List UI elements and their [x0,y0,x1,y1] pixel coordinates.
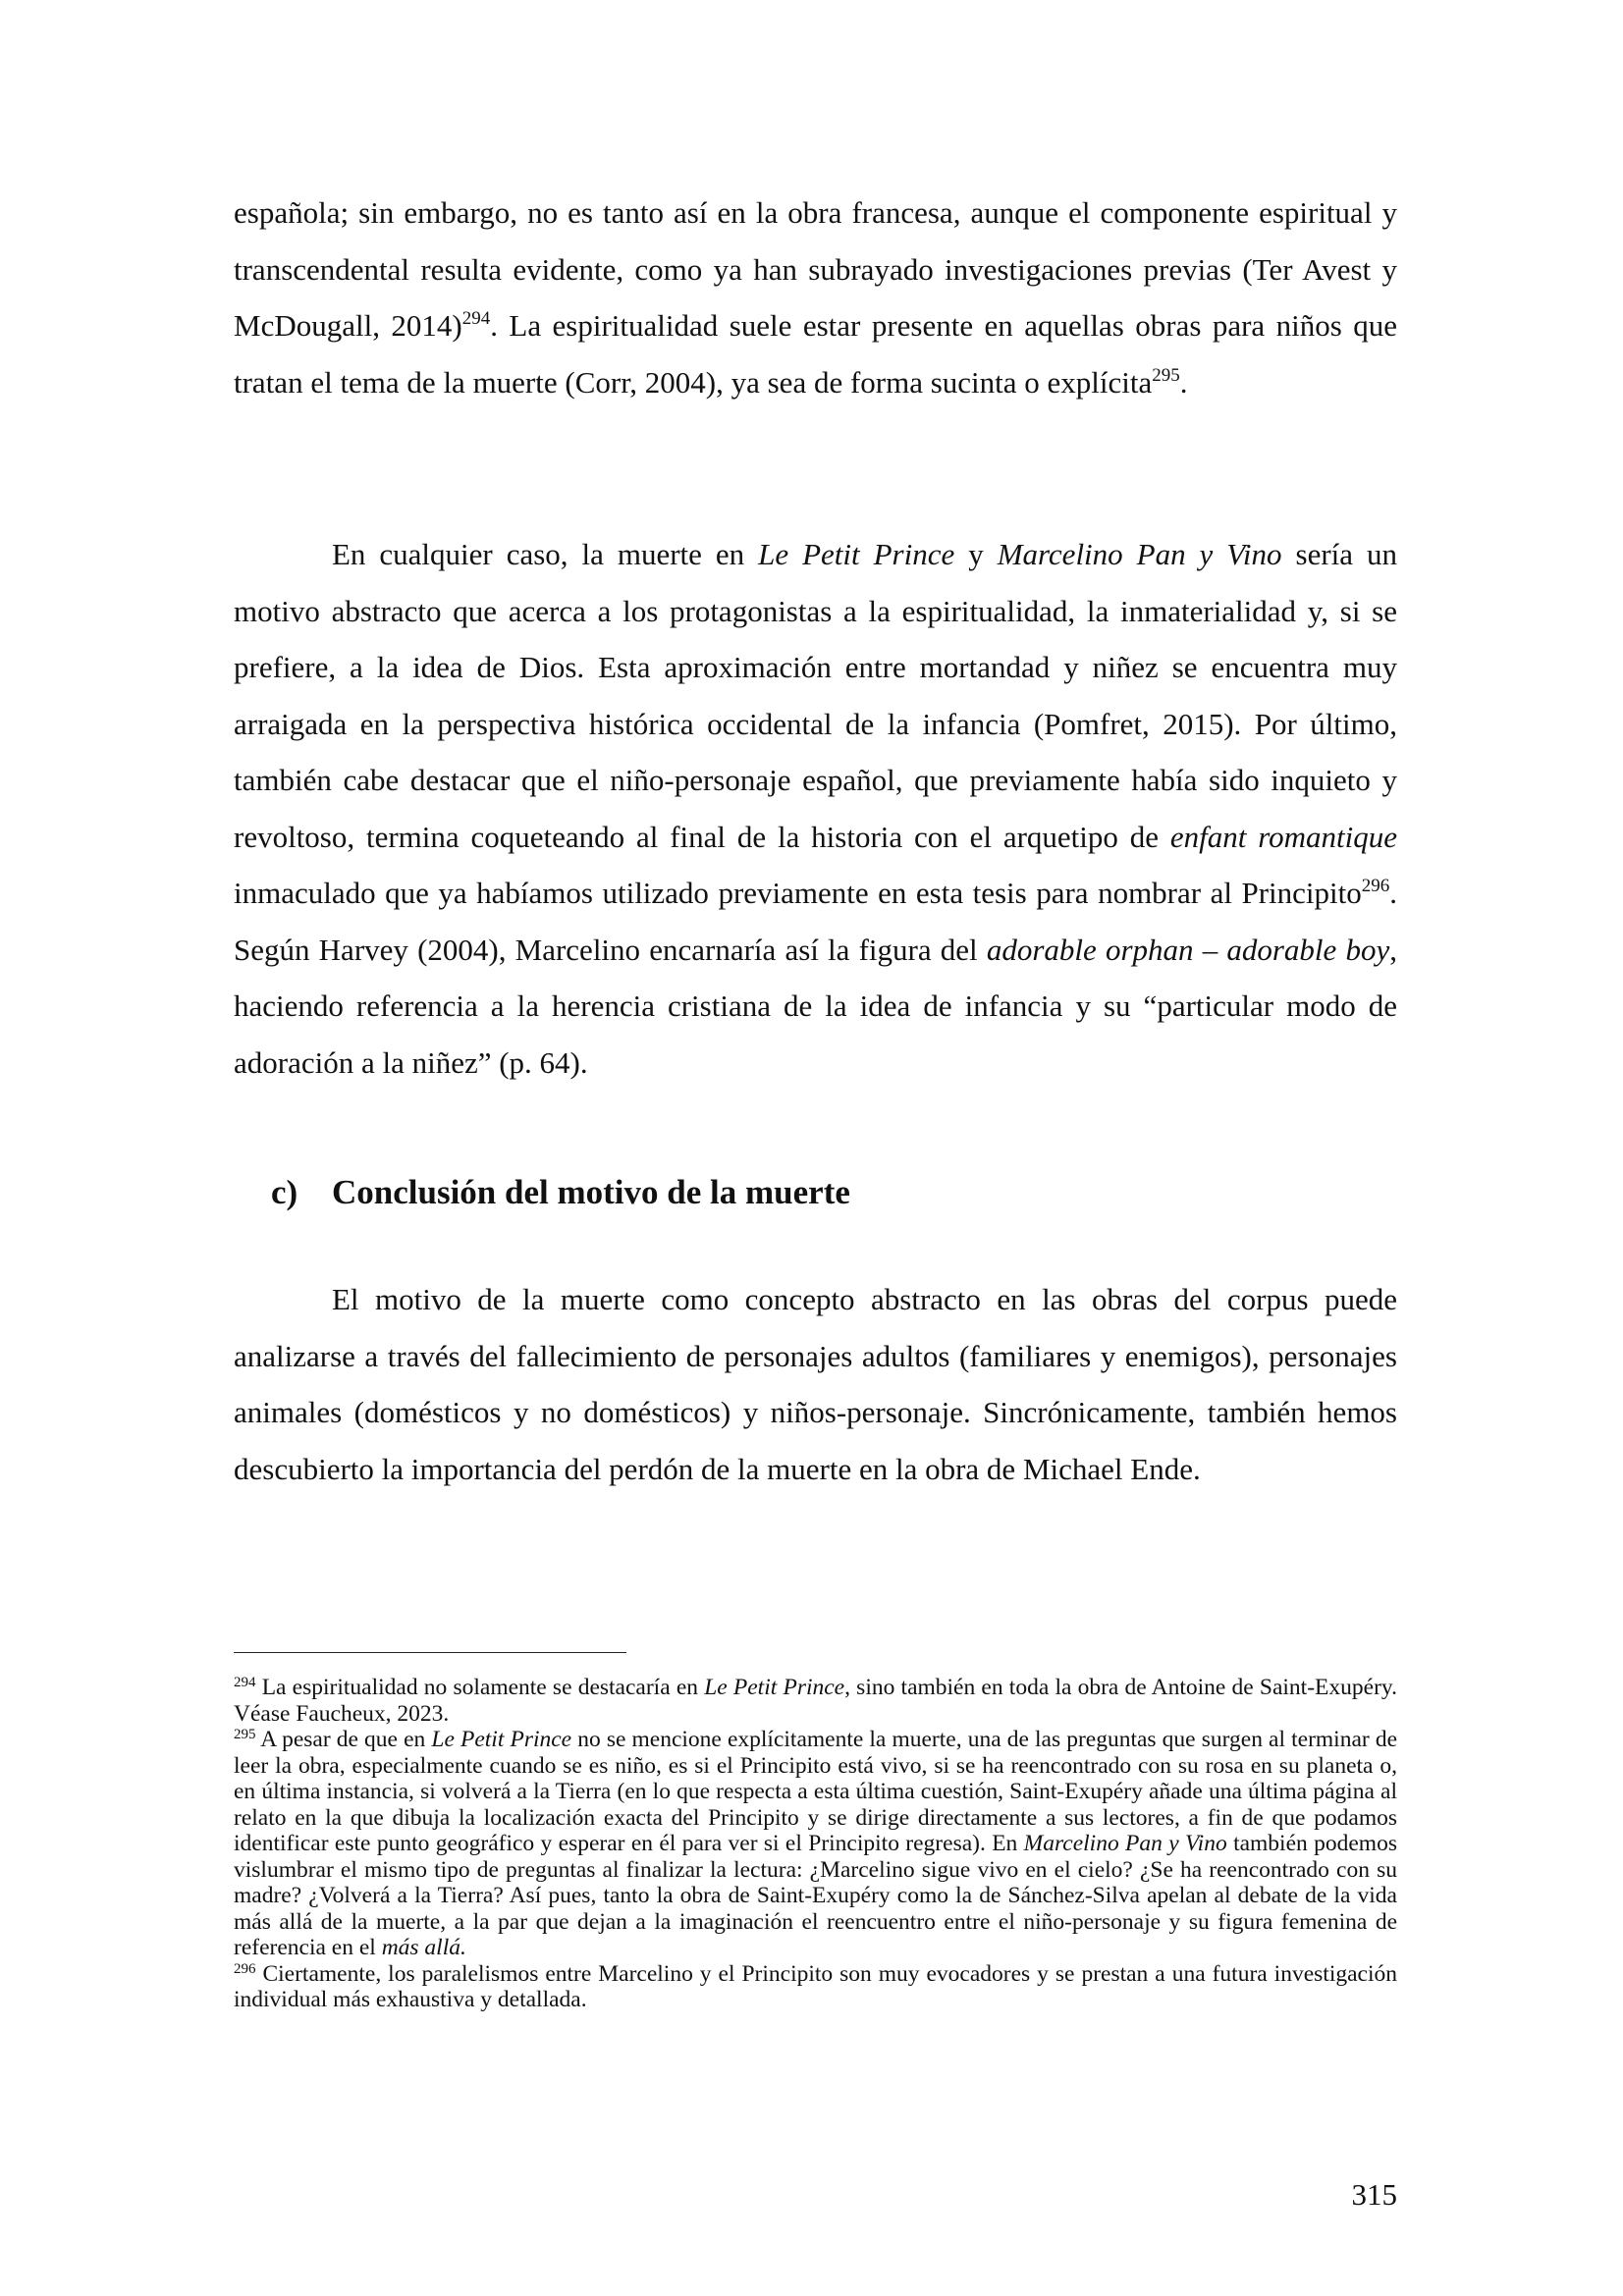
paragraph-2-text: sería un motivo abstracto que acerca a los protagonistas a la espiritualidad, la inmaterialidad y, si se prefiere, a la idea de Dios. Esta aproximación entre mortandad y niñez se encuentra muy arraigada en la perspectiva histórica occidental de la infancia (Pomfret, 2015). Por último, también cabe destacar que el niño-personaje español, que previamente había sido inquieto y revoltoso, termina coqueteando al final de la historia con el arquetipo de [234,537,1397,854]
paragraph-1 [234,185,1397,410]
italic-term: enfant romantique [1169,819,1397,854]
paragraph-2-text: y [954,537,998,571]
book-title: Le Petit Prince [431,1727,572,1752]
footnote-ref-294[interactable]: 294 [461,308,491,329]
book-title: Le Petit Prince [704,1675,845,1700]
book-title: Marcelino Pan y Vino [997,537,1282,571]
footnote-text: La espiritualidad no solamente se destacaría en [255,1675,705,1700]
footnote-ref-295[interactable]: 295 [1152,364,1180,386]
footnotes [234,1675,1397,2013]
italic-term: más allá. [381,1935,466,1960]
section-heading [271,1163,850,1222]
paragraph-2-text: . Según Harvey (2004), Marcelino encarnaría así la figura del [234,876,1397,967]
footnote-296 [234,1961,1397,2013]
footnote-294 [234,1675,1397,1727]
paragraph-1-text: . [1179,364,1188,400]
paragraph-2-text: , haciendo referencia a la herencia cristiana de la idea de infancia y su “particular modo de adoración a la niñez” (p. 64). [234,932,1397,1080]
paragraph-2-text: inmaculado que ya habíamos utilizado previamente en esta tesis para nombrar al Principito [234,876,1362,910]
paragraph-1-text: . La espiritualidad suele estar presente en aquellas obras para niños que tratan el tema de la muerte (Corr, 2004), ya sea de forma sucinta o explícita [234,308,1397,400]
footnote-separator [234,1652,626,1653]
italic-term: adorable orphan – adorable boy [986,932,1390,967]
book-title: Le Petit Prince [758,537,955,571]
footnote-text: , sino también en toda la obra de Antoine de Saint-Exupéry. Véase Faucheux, 2023. [234,1675,1398,1727]
section-number: c) [271,1173,298,1211]
footnote-text: también podemos vislumbrar el mismo tipo de preguntas al finalizar la lectura: ¿Marcelino sigue vivo en el cielo? ¿Se ha reencontrado con su madre? ¿Volverá a la Tierra? Así pues, tanto la obra de Saint-Exupéry como la de Sánchez-Silva apelan al debate de la vida más allá de la muerte, a la par que dejan a la imaginación el reencuentro entre el niño-personaje y su figura femenina de referencia en el [234,1831,1397,1960]
paragraph-2 [234,526,1397,1091]
footnote-295 [234,1727,1397,1961]
footnote-number: 294 [234,1675,256,1690]
page-number: 315 [1351,2177,1397,2212]
footnote-text: Ciertamente, los paralelismos entre Marcelino y el Principito son muy evocadores y se prestan a una futura investigación individual más exhaustiva y detallada. [234,1960,1397,2012]
book-title: Marcelino Pan y Vino [1023,1831,1227,1856]
footnote-text: A pesar de que en [255,1727,432,1752]
footnote-ref-296[interactable]: 296 [1361,876,1390,896]
footnote-number: 296 [234,1960,256,1977]
footnote-number: 295 [234,1727,256,1742]
paragraph-1-text: española; sin embargo, no es tanto así en la obra francesa, aunque el componente espiritual y transcendental resulta evidente, como ya han subrayado investigaciones previas (Ter Avest y McDougall, 2014) [234,195,1397,343]
paragraph-2-text: En cualquier caso, la muerte en [332,537,759,571]
paragraph-3: El motivo de la muerte como concepto abstracto en las obras del corpus puede analizarse a través del fallecimiento de personajes adultos (familiares y enemigos), personajes animales (domésticos y no domésticos) y niños-personaje. Sincrónicamente, también hemos descubierto la importancia del perdón de la muerte en la obra de Michael Ende. [234,1282,1397,1486]
footnote-text: no se mencione explícitamente la muerte, una de las preguntas que surgen al terminar de leer la obra, especialmente cuando se es niño, es si el Principito está vivo, si se ha reencontrado con su rosa en su planeta o, en última instancia, si volverá a la Tierra (en lo que respecta a esta última cuestión, Saint-Exupéry añade una última página al relato en la que dibuja la localización exacta del Principito y se dirige directamente a sus lectores, a fin de que podamos identificar este punto geográfico y esperar en él para ver si el Principito regresa). En [234,1727,1397,1856]
section-title: Conclusión del motivo de la muerte [332,1173,850,1211]
